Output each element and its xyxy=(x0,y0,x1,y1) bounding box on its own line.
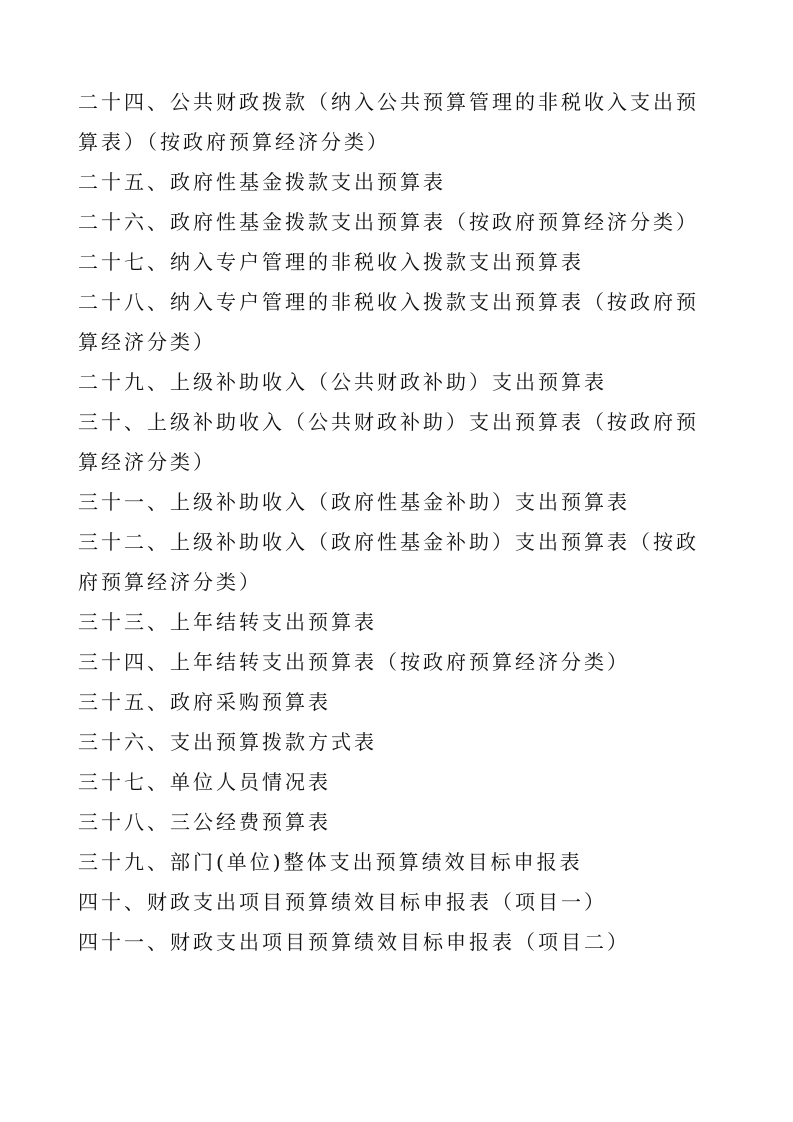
list-item: 二十九、上级补助收入（公共财政补助）支出预算表 xyxy=(78,370,607,394)
list-item: 三十三、上年结转支出预算表 xyxy=(78,610,377,634)
list-item: 三十八、三公经费预算表 xyxy=(78,810,331,834)
list-item: 三十、上级补助收入（公共财政补助）支出预算表（按政府预算经济分类） xyxy=(78,410,699,474)
list-item: 四十一、财政支出项目预算绩效目标申报表（项目二） xyxy=(78,930,630,954)
list-item: 四十、财政支出项目预算绩效目标申报表（项目一） xyxy=(78,890,607,914)
list-item: 二十八、纳入专户管理的非税收入拨款支出预算表（按政府预算经济分类） xyxy=(78,290,699,354)
list-item: 三十五、政府采购预算表 xyxy=(78,690,331,714)
list-item: 二十七、纳入专户管理的非税收入拨款支出预算表 xyxy=(78,250,584,274)
list-item: 三十四、上年结转支出预算表（按政府预算经济分类） xyxy=(78,650,630,674)
list-item: 二十四、公共财政拨款（纳入公共预算管理的非税收入支出预算表）（按政府预算经济分类） xyxy=(78,90,699,154)
list-item: 三十七、单位人员情况表 xyxy=(78,770,331,794)
list-item: 三十九、部门(单位)整体支出预算绩效目标申报表 xyxy=(78,850,583,874)
list-item: 三十六、支出预算拨款方式表 xyxy=(78,730,377,754)
table-of-contents-list xyxy=(78,82,720,962)
list-item: 三十一、上级补助收入（政府性基金补助）支出预算表 xyxy=(78,490,630,514)
list-item: 二十六、政府性基金拨款支出预算表（按政府预算经济分类） xyxy=(78,210,699,234)
list-item: 二十五、政府性基金拨款支出预算表 xyxy=(78,170,446,194)
list-item: 三十二、上级补助收入（政府性基金补助）支出预算表（按政府预算经济分类） xyxy=(78,530,699,594)
